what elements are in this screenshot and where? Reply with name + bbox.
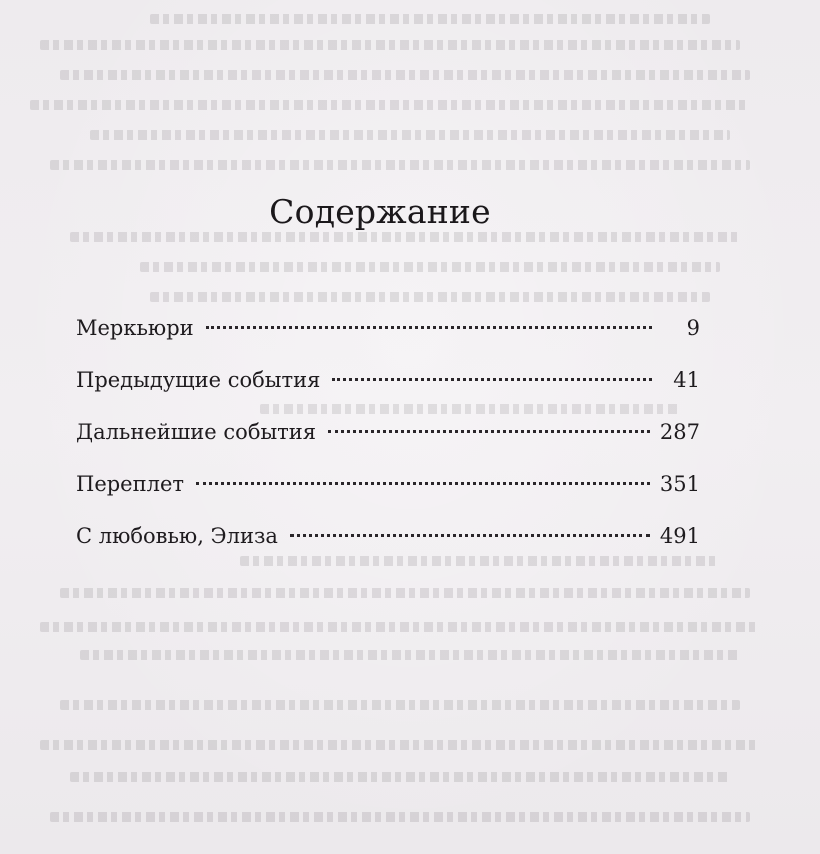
- toc-entry-title: Меркьюри: [76, 316, 194, 340]
- dot-leader: [206, 326, 652, 329]
- table-of-contents: [76, 308, 700, 568]
- toc-entry-page: 9: [686, 316, 700, 340]
- toc-entry: [76, 412, 700, 464]
- toc-entry-page: 351: [659, 472, 700, 496]
- toc-entry: [76, 308, 700, 360]
- toc-entry-title: Дальнейшие события: [76, 420, 317, 444]
- toc-entry-title: Переплет: [76, 472, 184, 496]
- dot-leader: [290, 534, 650, 537]
- toc-entry-title: Предыдущие события: [76, 368, 321, 392]
- page-title: Содержание: [269, 192, 491, 231]
- toc-entry-title: С любовью, Элиза: [76, 524, 278, 548]
- toc-entry: [76, 360, 700, 412]
- dot-leader: [332, 378, 652, 381]
- dot-leader: [328, 430, 650, 433]
- toc-entry-page: 287: [659, 420, 700, 444]
- toc-entry: [76, 516, 700, 568]
- toc-entry-page: 41: [673, 368, 700, 392]
- toc-entry: [76, 464, 700, 516]
- dot-leader: [196, 482, 650, 485]
- toc-entry-page: 491: [659, 524, 700, 548]
